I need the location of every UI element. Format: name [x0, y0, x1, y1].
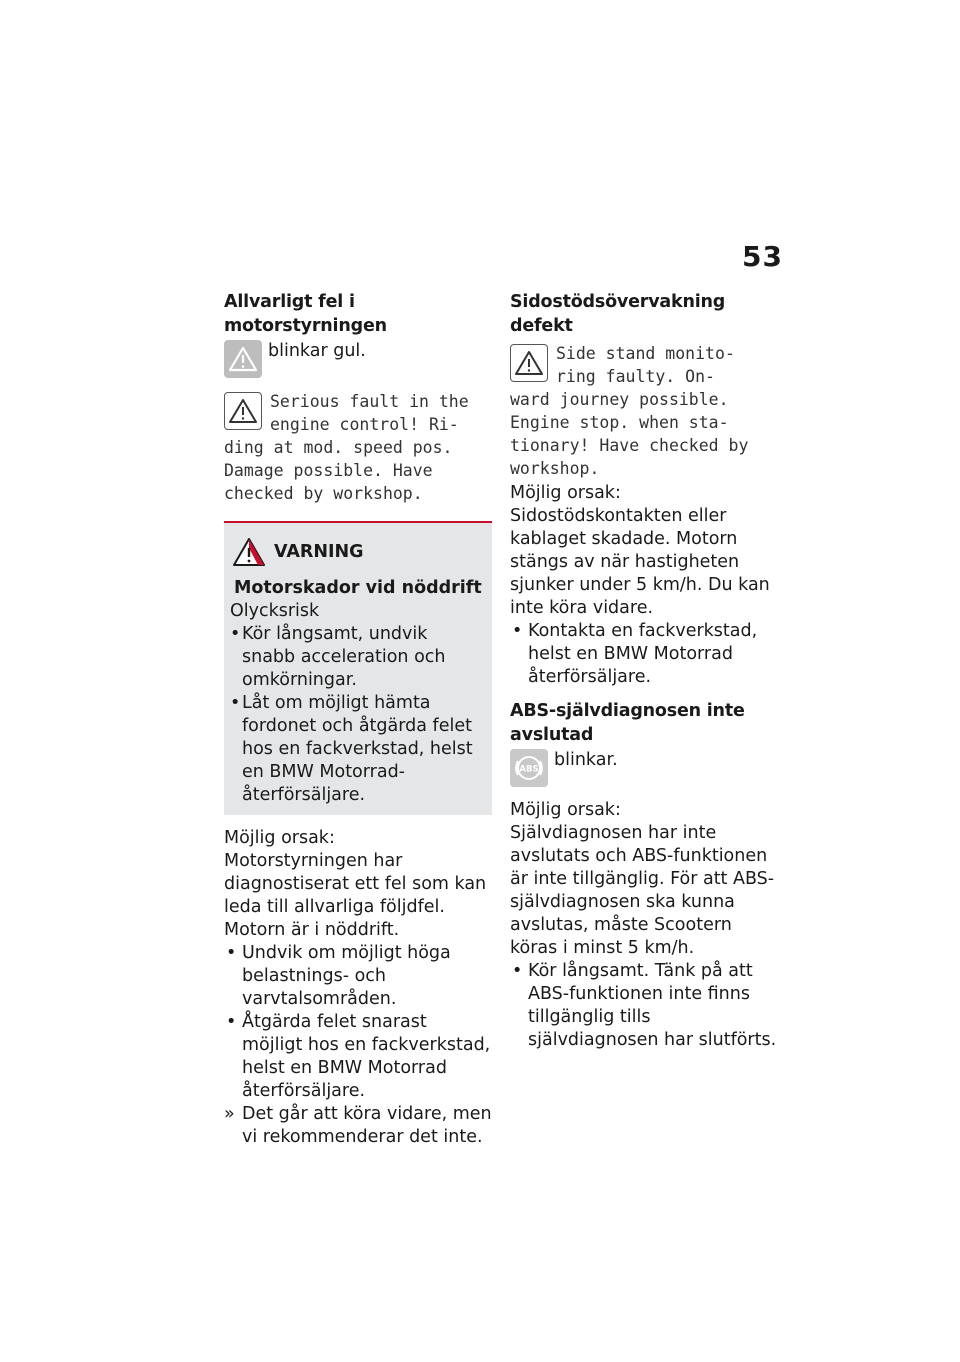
action-list [510, 960, 778, 1052]
cause-text: Självdiagnosen har inte avslutats och ABS-funktionen är inte tillgänglig. För att ABS-självdiagnosen ska kunna avslutas, måste Scootern köras i minst 5 km/h. [510, 823, 775, 958]
list-item: • Låt om möjligt hämta fordonet och åtgärda felet hos en fackverkstad, helst en BMW Motorrad-återförsäljare. [230, 692, 484, 807]
display-message-side-stand [510, 342, 778, 480]
indicator-row [510, 749, 778, 787]
display-message-line: ding at mod. speed pos. [224, 438, 453, 457]
cause-label: Möjlig orsak: [510, 483, 621, 503]
list-item: • Kontakta en fackverkstad, helst en BMW Motorrad återförsäljare. [510, 620, 778, 689]
display-message-line: Serious fault in the [270, 392, 469, 411]
cause-text: Sidostödskontakten eller kablaget skadade. Motorn stängs av när hastigheten sjunker under 5 km/h. Du kan inte köra vidare. [510, 506, 770, 618]
warning-subtitle: Motorskador vid nöddrift [234, 578, 482, 598]
cause-label: Möjlig orsak: [224, 828, 335, 848]
cause-text: Motorstyrningen har diagnostiserat ett fel som kan leda till allvarliga följdfel. Motorn är i nöddrift. [224, 851, 487, 940]
warning-list [230, 623, 484, 807]
display-message-line: Side stand monito- [556, 344, 735, 363]
display-message-line: Damage possible. Have [224, 461, 433, 480]
indicator-row [224, 340, 492, 378]
section-heading-abs: ABS-självdiagnosen inte avslutad [510, 701, 745, 745]
cause-label: Möjlig orsak: [510, 800, 621, 820]
warning-triangle-icon [224, 392, 262, 430]
section-heading-engine-fault: Allvarligt fel i motorstyrningen [224, 292, 387, 336]
warning-triangle-icon [510, 344, 548, 382]
list-item: • Åtgärda felet snarast möjligt hos en fackverkstad, helst en BMW Motorrad återförsäljare. [224, 1011, 492, 1103]
result-item: » Det går att köra vidare, men vi rekommenderar det inte. [224, 1103, 492, 1149]
list-item: • Kör långsamt. Tänk på att ABS-funktionen inte finns tillgänglig tills självdiagnosen har slutförts. [510, 960, 778, 1052]
display-message-line: workshop. [510, 459, 600, 478]
action-list [224, 942, 492, 1149]
indicator-text: blinkar gul. [268, 341, 366, 361]
warning-header [232, 537, 484, 567]
page-number: 53 [742, 240, 783, 273]
warning-triangle-icon [232, 537, 266, 567]
warning-box [224, 521, 492, 815]
indicator-text: blinkar. [554, 750, 618, 770]
action-list [510, 620, 778, 689]
abs-icon-label: ABS [519, 764, 539, 775]
left-column [224, 290, 492, 1149]
display-message-line: checked by workshop. [224, 484, 423, 503]
right-column [510, 290, 778, 1052]
list-item: • Undvik om möjligt höga belastnings- och varvtalsområden. [224, 942, 492, 1011]
section-heading-side-stand: Sidostödsövervakning defekt [510, 292, 726, 336]
warning-risk: Olycksrisk [230, 601, 320, 621]
display-message-line: ring faulty. On- [556, 367, 715, 386]
abs-light-icon [510, 749, 548, 787]
list-item: • Kör långsamt, undvik snabb acceleration och omkörningar. [230, 623, 484, 692]
display-message-engine [224, 390, 492, 505]
display-message-line: ward journey possible. [510, 390, 729, 409]
general-warning-light-icon [224, 340, 262, 378]
warning-title: VARNING [274, 542, 364, 562]
display-message-line: engine control! Ri- [270, 415, 459, 434]
display-message-line: tionary! Have checked by [510, 436, 749, 455]
display-message-line: Engine stop. when sta- [510, 413, 729, 432]
